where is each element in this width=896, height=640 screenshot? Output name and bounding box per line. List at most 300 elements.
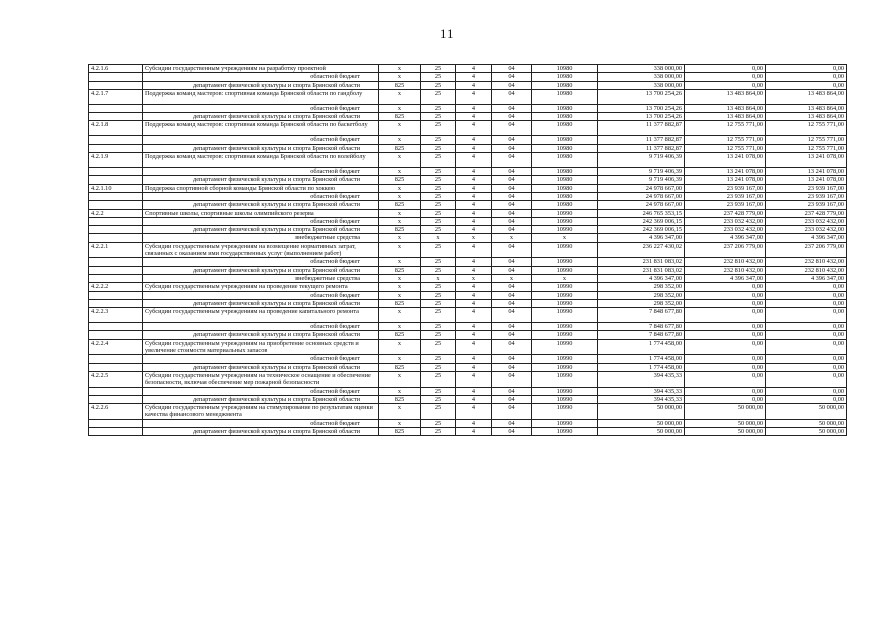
table-row <box>89 283 847 291</box>
amount-year2-cell: 0,00 <box>685 283 766 291</box>
row-name-cell: Субсидии государственным учреждениям на разработку проектной <box>143 65 379 73</box>
amount-year1-cell: 7 848 677,80 <box>598 308 685 323</box>
amount-year3-cell: 232 810 432,00 <box>766 266 847 274</box>
amount-year3-cell: 13 241 078,00 <box>766 168 847 176</box>
table-row <box>89 404 847 420</box>
admin-code-cell: x <box>379 217 421 225</box>
amount-year3-cell: 233 032 432,00 <box>766 217 847 225</box>
subprogram-code-cell: 4 <box>456 217 492 225</box>
expense-code-cell: 10990 <box>532 226 598 234</box>
table-row <box>89 81 847 89</box>
page-number: 11 <box>440 26 455 41</box>
amount-year2-cell: 13 483 864,00 <box>685 113 766 121</box>
section-code-cell: 04 <box>492 168 532 176</box>
table-row <box>89 104 847 112</box>
row-name-cell: областной бюджет <box>143 419 379 427</box>
row-name-cell: областной бюджет <box>143 217 379 225</box>
amount-year3-cell: 23 939 167,00 <box>766 184 847 192</box>
subprogram-code-cell: 4 <box>456 104 492 112</box>
row-name-cell: Поддержка команд мастеров: спортивная команда Брянской области по гандболу <box>143 89 379 104</box>
amount-year3-cell: 0,00 <box>766 283 847 291</box>
amount-year2-cell: 12 755 771,00 <box>685 121 766 136</box>
section-code-cell: 04 <box>492 184 532 192</box>
section-code-cell: 04 <box>492 81 532 89</box>
expense-code-cell: 10990 <box>532 323 598 331</box>
admin-code-cell: x <box>379 258 421 266</box>
table-row <box>89 308 847 323</box>
section-code-cell: 04 <box>492 283 532 291</box>
expense-code-cell: 10990 <box>532 404 598 420</box>
section-code-cell: 04 <box>492 65 532 73</box>
row-name-cell: департамент физической культуры и спорта Брянской области <box>143 176 379 184</box>
row-number-cell <box>89 355 143 363</box>
row-name-cell: внебюджетные средства <box>143 274 379 282</box>
row-number-cell <box>89 331 143 339</box>
subprogram-code-cell: 4 <box>456 73 492 81</box>
amount-year3-cell: 0,00 <box>766 291 847 299</box>
section-code-cell: 04 <box>492 153 532 168</box>
section-code-cell: 04 <box>492 201 532 209</box>
subprogram-code-cell: 4 <box>456 209 492 217</box>
amount-year3-cell: 50 000,00 <box>766 419 847 427</box>
section-code-cell: 04 <box>492 226 532 234</box>
table-row <box>89 201 847 209</box>
admin-code-cell: x <box>379 184 421 192</box>
amount-year2-cell: 4 396 347,00 <box>685 274 766 282</box>
expense-code-cell: 10990 <box>532 387 598 395</box>
amount-year2-cell: 0,00 <box>685 323 766 331</box>
expense-code-cell: 10980 <box>532 136 598 144</box>
amount-year2-cell: 0,00 <box>685 339 766 355</box>
admin-code-cell: 825 <box>379 331 421 339</box>
table-row <box>89 192 847 200</box>
program-code-cell: 25 <box>421 209 456 217</box>
amount-year3-cell: 0,00 <box>766 387 847 395</box>
subprogram-code-cell: 4 <box>456 404 492 420</box>
amount-year2-cell: 23 939 167,00 <box>685 201 766 209</box>
row-number-cell <box>89 81 143 89</box>
expense-code-cell: 10990 <box>532 209 598 217</box>
expense-code-cell: 10990 <box>532 258 598 266</box>
section-code-cell: 04 <box>492 258 532 266</box>
row-name-cell: департамент физической культуры и спорта Брянской области <box>143 427 379 435</box>
amount-year2-cell: 0,00 <box>685 299 766 307</box>
amount-year1-cell: 9 719 406,39 <box>598 176 685 184</box>
expense-code-cell: x <box>532 234 598 242</box>
amount-year3-cell: 0,00 <box>766 339 847 355</box>
table-row <box>89 355 847 363</box>
admin-code-cell: x <box>379 73 421 81</box>
amount-year2-cell: 0,00 <box>685 363 766 371</box>
row-name-cell: департамент физической культуры и спорта Брянской области <box>143 395 379 403</box>
row-number-cell: 4.2.2.4 <box>89 339 143 355</box>
amount-year1-cell: 9 719 406,39 <box>598 168 685 176</box>
amount-year2-cell: 13 483 864,00 <box>685 104 766 112</box>
row-number-cell: 4.2.2.5 <box>89 371 143 387</box>
amount-year2-cell: 233 032 432,00 <box>685 217 766 225</box>
row-number-cell <box>89 258 143 266</box>
admin-code-cell: x <box>379 104 421 112</box>
amount-year3-cell: 12 755 771,00 <box>766 121 847 136</box>
amount-year1-cell: 394 435,33 <box>598 387 685 395</box>
subprogram-code-cell: 4 <box>456 308 492 323</box>
admin-code-cell: 825 <box>379 144 421 152</box>
expense-code-cell: 10980 <box>532 153 598 168</box>
subprogram-code-cell: 4 <box>456 144 492 152</box>
admin-code-cell: x <box>379 65 421 73</box>
program-code-cell: x <box>421 274 456 282</box>
amount-year2-cell: 50 000,00 <box>685 419 766 427</box>
table-row <box>89 242 847 258</box>
table-row <box>89 209 847 217</box>
program-code-cell: 25 <box>421 217 456 225</box>
section-code-cell: 04 <box>492 395 532 403</box>
row-name-cell: областной бюджет <box>143 104 379 112</box>
row-number-cell <box>89 427 143 435</box>
program-code-cell: 25 <box>421 89 456 104</box>
subprogram-code-cell: 4 <box>456 291 492 299</box>
program-code-cell: 25 <box>421 226 456 234</box>
program-code-cell: 25 <box>421 387 456 395</box>
row-number-cell <box>89 217 143 225</box>
table-row <box>89 226 847 234</box>
amount-year3-cell: 50 000,00 <box>766 427 847 435</box>
table-row <box>89 363 847 371</box>
expense-code-cell: 10980 <box>532 201 598 209</box>
expense-code-cell: 10990 <box>532 331 598 339</box>
amount-year3-cell: 23 939 167,00 <box>766 201 847 209</box>
amount-year3-cell: 232 810 432,00 <box>766 258 847 266</box>
amount-year3-cell: 0,00 <box>766 299 847 307</box>
expense-code-cell: 10980 <box>532 144 598 152</box>
admin-code-cell: 825 <box>379 299 421 307</box>
row-number-cell <box>89 144 143 152</box>
section-code-cell: 04 <box>492 331 532 339</box>
row-number-cell: 4.2.1.9 <box>89 153 143 168</box>
subprogram-code-cell: 4 <box>456 363 492 371</box>
table-row <box>89 184 847 192</box>
row-name-cell: Поддержка спортивной сборной команды Брянской области по хоккею <box>143 184 379 192</box>
expense-code-cell: 10990 <box>532 419 598 427</box>
section-code-cell: 04 <box>492 121 532 136</box>
section-code-cell: 04 <box>492 104 532 112</box>
subprogram-code-cell: 4 <box>456 192 492 200</box>
subprogram-code-cell: 4 <box>456 355 492 363</box>
amount-year1-cell: 9 719 406,39 <box>598 153 685 168</box>
row-number-cell <box>89 73 143 81</box>
amount-year2-cell: 50 000,00 <box>685 427 766 435</box>
amount-year3-cell: 13 483 864,00 <box>766 89 847 104</box>
amount-year1-cell: 50 000,00 <box>598 404 685 420</box>
amount-year1-cell: 242 369 006,15 <box>598 217 685 225</box>
amount-year1-cell: 11 377 882,87 <box>598 144 685 152</box>
amount-year1-cell: 394 435,33 <box>598 371 685 387</box>
subprogram-code-cell: 4 <box>456 65 492 73</box>
program-code-cell: 25 <box>421 323 456 331</box>
amount-year2-cell: 237 206 779,00 <box>685 242 766 258</box>
amount-year3-cell: 233 032 432,00 <box>766 226 847 234</box>
amount-year1-cell: 298 352,00 <box>598 291 685 299</box>
expense-code-cell: 10980 <box>532 89 598 104</box>
program-code-cell: 25 <box>421 73 456 81</box>
row-name-cell: департамент физической культуры и спорта Брянской области <box>143 299 379 307</box>
amount-year2-cell: 23 939 167,00 <box>685 192 766 200</box>
program-code-cell: 25 <box>421 136 456 144</box>
amount-year3-cell: 0,00 <box>766 65 847 73</box>
row-number-cell <box>89 234 143 242</box>
section-code-cell: 04 <box>492 113 532 121</box>
table-row <box>89 153 847 168</box>
section-code-cell: 04 <box>492 266 532 274</box>
amount-year2-cell: 0,00 <box>685 308 766 323</box>
row-number-cell <box>89 266 143 274</box>
subprogram-code-cell: 4 <box>456 153 492 168</box>
expense-code-cell: 10990 <box>532 291 598 299</box>
admin-code-cell: x <box>379 387 421 395</box>
amount-year3-cell: 0,00 <box>766 323 847 331</box>
row-number-cell <box>89 291 143 299</box>
amount-year3-cell: 4 396 347,00 <box>766 274 847 282</box>
program-code-cell: 25 <box>421 395 456 403</box>
amount-year3-cell: 50 000,00 <box>766 404 847 420</box>
program-code-cell: 25 <box>421 291 456 299</box>
expense-code-cell: 10980 <box>532 104 598 112</box>
subprogram-code-cell: 4 <box>456 339 492 355</box>
table-row <box>89 113 847 121</box>
amount-year2-cell: 233 032 432,00 <box>685 226 766 234</box>
subprogram-code-cell: 4 <box>456 258 492 266</box>
expense-code-cell: 10990 <box>532 355 598 363</box>
admin-code-cell: x <box>379 209 421 217</box>
table-row <box>89 395 847 403</box>
row-number-cell: 4.2.1.8 <box>89 121 143 136</box>
admin-code-cell: x <box>379 355 421 363</box>
table-row <box>89 339 847 355</box>
program-code-cell: 25 <box>421 404 456 420</box>
amount-year2-cell: 0,00 <box>685 387 766 395</box>
amount-year1-cell: 1 774 458,00 <box>598 339 685 355</box>
table-row <box>89 176 847 184</box>
row-number-cell: 4.2.2.6 <box>89 404 143 420</box>
row-number-cell <box>89 299 143 307</box>
program-code-cell: 25 <box>421 308 456 323</box>
section-code-cell: 04 <box>492 136 532 144</box>
subprogram-code-cell: 4 <box>456 371 492 387</box>
subprogram-code-cell: 4 <box>456 387 492 395</box>
section-code-cell: 04 <box>492 404 532 420</box>
row-number-cell: 4.2.2.1 <box>89 242 143 258</box>
program-code-cell: 25 <box>421 81 456 89</box>
expense-code-cell: 10990 <box>532 339 598 355</box>
expense-code-cell: 10980 <box>532 81 598 89</box>
budget-table <box>88 64 847 436</box>
subprogram-code-cell: 4 <box>456 427 492 435</box>
row-name-cell: Субсидии государственным учреждениям на проведение капитального ремонта <box>143 308 379 323</box>
amount-year2-cell: 50 000,00 <box>685 404 766 420</box>
amount-year1-cell: 24 978 667,00 <box>598 201 685 209</box>
row-name-cell: департамент физической культуры и спорта Брянской области <box>143 201 379 209</box>
section-code-cell: 04 <box>492 427 532 435</box>
amount-year2-cell: 12 755 771,00 <box>685 144 766 152</box>
amount-year2-cell: 0,00 <box>685 331 766 339</box>
row-name-cell: Субсидии государственным учреждениям на приобретение основных средств и увеличение стоимости материальных запасов <box>143 339 379 355</box>
expense-code-cell: 10980 <box>532 168 598 176</box>
row-name-cell: областной бюджет <box>143 192 379 200</box>
table-row <box>89 371 847 387</box>
row-name-cell: областной бюджет <box>143 168 379 176</box>
program-code-cell: 25 <box>421 427 456 435</box>
admin-code-cell: 825 <box>379 81 421 89</box>
admin-code-cell: x <box>379 136 421 144</box>
table-row <box>89 266 847 274</box>
amount-year1-cell: 24 978 667,00 <box>598 184 685 192</box>
amount-year2-cell: 232 810 432,00 <box>685 258 766 266</box>
amount-year2-cell: 237 428 779,00 <box>685 209 766 217</box>
amount-year3-cell: 0,00 <box>766 73 847 81</box>
subprogram-code-cell: x <box>456 274 492 282</box>
subprogram-code-cell: 4 <box>456 395 492 403</box>
program-code-cell: 25 <box>421 168 456 176</box>
table-row <box>89 331 847 339</box>
row-number-cell <box>89 363 143 371</box>
amount-year2-cell: 12 755 771,00 <box>685 136 766 144</box>
section-code-cell: 04 <box>492 371 532 387</box>
amount-year1-cell: 298 352,00 <box>598 283 685 291</box>
amount-year1-cell: 13 700 254,26 <box>598 113 685 121</box>
row-name-cell: областной бюджет <box>143 73 379 81</box>
subprogram-code-cell: x <box>456 234 492 242</box>
expense-code-cell: x <box>532 274 598 282</box>
amount-year1-cell: 338 000,00 <box>598 73 685 81</box>
expense-code-cell: 10980 <box>532 113 598 121</box>
amount-year1-cell: 338 000,00 <box>598 65 685 73</box>
table-row <box>89 234 847 242</box>
expense-code-cell: 10990 <box>532 371 598 387</box>
row-name-cell: областной бюджет <box>143 291 379 299</box>
subprogram-code-cell: 4 <box>456 184 492 192</box>
table-row <box>89 258 847 266</box>
subprogram-code-cell: 4 <box>456 81 492 89</box>
section-code-cell: 04 <box>492 308 532 323</box>
expense-code-cell: 10990 <box>532 266 598 274</box>
amount-year1-cell: 236 227 430,02 <box>598 242 685 258</box>
table-row <box>89 217 847 225</box>
row-name-cell: департамент физической культуры и спорта Брянской области <box>143 144 379 152</box>
amount-year1-cell: 4 396 347,00 <box>598 274 685 282</box>
row-name-cell: областной бюджет <box>143 136 379 144</box>
amount-year1-cell: 4 396 347,00 <box>598 234 685 242</box>
subprogram-code-cell: 4 <box>456 89 492 104</box>
program-code-cell: 25 <box>421 144 456 152</box>
amount-year1-cell: 50 000,00 <box>598 419 685 427</box>
subprogram-code-cell: 4 <box>456 113 492 121</box>
admin-code-cell: x <box>379 234 421 242</box>
section-code-cell: 04 <box>492 209 532 217</box>
table-row <box>89 299 847 307</box>
subprogram-code-cell: 4 <box>456 419 492 427</box>
admin-code-cell: x <box>379 283 421 291</box>
row-number-cell <box>89 136 143 144</box>
row-name-cell: внебюджетные средства <box>143 234 379 242</box>
row-name-cell: департамент физической культуры и спорта Брянской области <box>143 113 379 121</box>
admin-code-cell: x <box>379 291 421 299</box>
row-number-cell <box>89 226 143 234</box>
amount-year1-cell: 7 848 677,80 <box>598 331 685 339</box>
program-code-cell: 25 <box>421 419 456 427</box>
admin-code-cell: 825 <box>379 176 421 184</box>
table-row <box>89 274 847 282</box>
row-name-cell: департамент физической культуры и спорта Брянской области <box>143 266 379 274</box>
amount-year1-cell: 13 700 254,26 <box>598 104 685 112</box>
subprogram-code-cell: 4 <box>456 299 492 307</box>
admin-code-cell: 825 <box>379 226 421 234</box>
amount-year2-cell: 13 241 078,00 <box>685 176 766 184</box>
row-name-cell: областной бюджет <box>143 355 379 363</box>
row-number-cell <box>89 104 143 112</box>
amount-year3-cell: 13 241 078,00 <box>766 176 847 184</box>
row-name-cell: департамент физической культуры и спорта Брянской области <box>143 331 379 339</box>
expense-code-cell: 10990 <box>532 427 598 435</box>
amount-year3-cell: 0,00 <box>766 363 847 371</box>
program-code-cell: 25 <box>421 104 456 112</box>
amount-year1-cell: 7 848 677,80 <box>598 323 685 331</box>
amount-year2-cell: 0,00 <box>685 81 766 89</box>
expense-code-cell: 10990 <box>532 363 598 371</box>
section-code-cell: 04 <box>492 144 532 152</box>
subprogram-code-cell: 4 <box>456 168 492 176</box>
section-code-cell: 04 <box>492 363 532 371</box>
section-code-cell: 04 <box>492 192 532 200</box>
row-number-cell: 4.2.1.6 <box>89 65 143 73</box>
amount-year2-cell: 13 241 078,00 <box>685 168 766 176</box>
program-code-cell: 25 <box>421 153 456 168</box>
amount-year2-cell: 13 483 864,00 <box>685 89 766 104</box>
program-code-cell: 25 <box>421 283 456 291</box>
admin-code-cell: 825 <box>379 201 421 209</box>
row-name-cell: Субсидии государственным учреждениям на проведение текущего ремонта <box>143 283 379 291</box>
amount-year1-cell: 1 774 458,00 <box>598 355 685 363</box>
expense-code-cell: 10990 <box>532 395 598 403</box>
amount-year2-cell: 0,00 <box>685 291 766 299</box>
amount-year3-cell: 237 428 779,00 <box>766 209 847 217</box>
section-code-cell: 04 <box>492 299 532 307</box>
subprogram-code-cell: 4 <box>456 283 492 291</box>
admin-code-cell: x <box>379 419 421 427</box>
amount-year3-cell: 13 483 864,00 <box>766 104 847 112</box>
program-code-cell: 25 <box>421 121 456 136</box>
program-code-cell: 25 <box>421 184 456 192</box>
row-number-cell: 4.2.2.2 <box>89 283 143 291</box>
expense-code-cell: 10980 <box>532 192 598 200</box>
amount-year3-cell: 12 755 771,00 <box>766 144 847 152</box>
table-row <box>89 144 847 152</box>
row-number-cell <box>89 274 143 282</box>
table-row <box>89 168 847 176</box>
program-code-cell: 25 <box>421 371 456 387</box>
row-name-cell: Субсидии государственным учреждениям на стимулирование по результатам оценки качества финансового менеджмента <box>143 404 379 420</box>
row-number-cell <box>89 192 143 200</box>
section-code-cell: x <box>492 274 532 282</box>
admin-code-cell: x <box>379 371 421 387</box>
amount-year1-cell: 298 352,00 <box>598 299 685 307</box>
amount-year3-cell: 4 396 347,00 <box>766 234 847 242</box>
amount-year1-cell: 13 700 254,26 <box>598 89 685 104</box>
row-number-cell <box>89 176 143 184</box>
admin-code-cell: x <box>379 404 421 420</box>
row-name-cell: Поддержка команд мастеров: спортивная команда Брянской области по баскетболу <box>143 121 379 136</box>
expense-code-cell: 10980 <box>532 176 598 184</box>
section-code-cell: 04 <box>492 73 532 81</box>
